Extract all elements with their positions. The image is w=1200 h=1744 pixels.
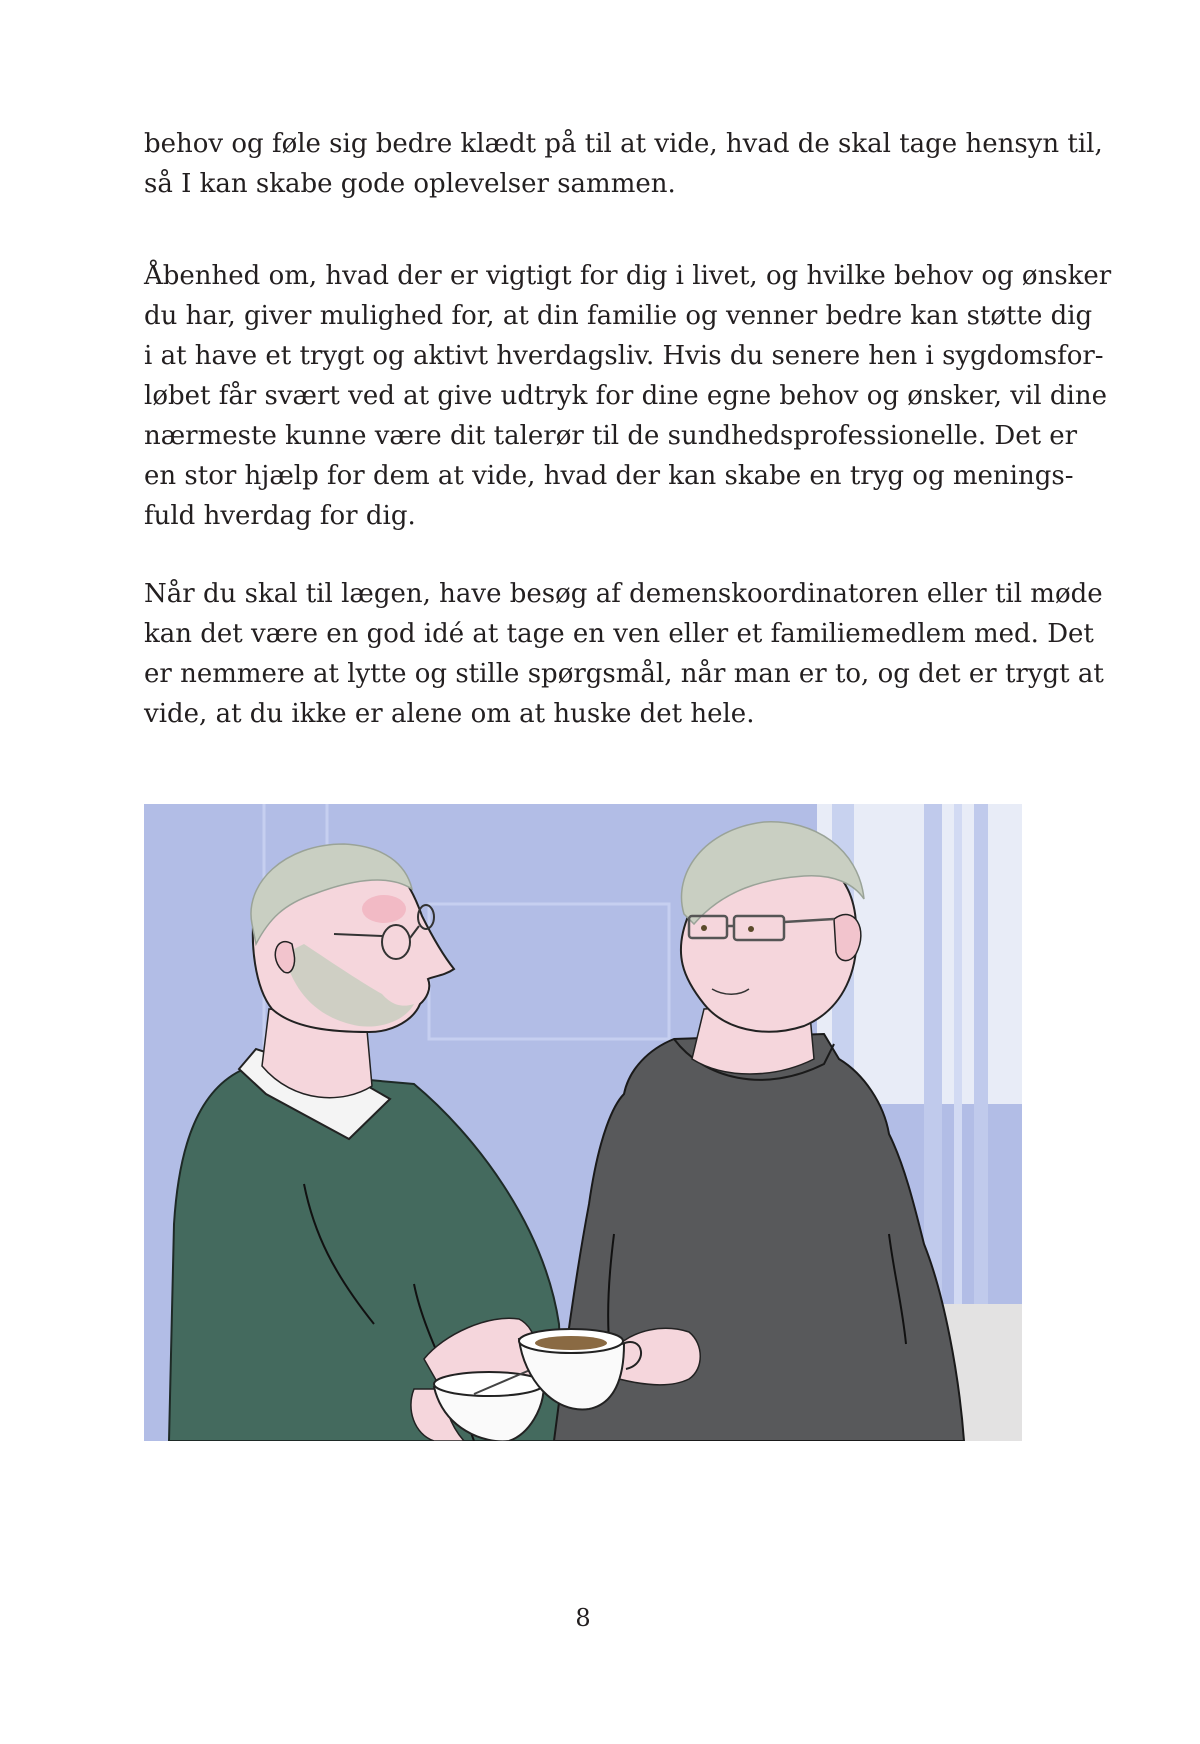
paragraph-1 <box>144 124 1103 204</box>
paragraph-line: så I kan skabe gode oplevelser sammen. <box>144 169 676 199</box>
page-number: 8 <box>575 1604 591 1632</box>
paragraph-line: kan det være en god idé at tage en ven eller et familiemedlem med. Det <box>144 619 1094 649</box>
paragraph-line: vide, at du ikke er alene om at huske det hele. <box>144 699 755 729</box>
paragraph-line: Når du skal til lægen, have besøg af demenskoordinatoren eller til møde <box>144 579 1103 609</box>
paragraph-line: en stor hjælp for dem at vide, hvad der kan skabe en tryg og menings- <box>144 461 1074 491</box>
paragraph-line: løbet får svært ved at give udtryk for dine egne behov og ønsker, vil dine <box>144 381 1107 411</box>
paragraph-line: du har, giver mulighed for, at din familie og venner bedre kan støtte dig <box>144 301 1093 331</box>
paragraph-line: fuld hverdag for dig. <box>144 501 416 531</box>
paragraph-line: Åbenhed om, hvad der er vigtigt for dig i livet, og hvilke behov og ønsker <box>144 261 1112 291</box>
paragraph-line: i at have et trygt og aktivt hverdagsliv. Hvis du senere hen i sygdomsfor- <box>144 341 1104 371</box>
paragraph-line: nærmeste kunne være dit talerør til de sundhedsprofessionelle. Det er <box>144 421 1078 451</box>
paragraph-2 <box>144 256 1112 536</box>
paragraph-3 <box>144 574 1104 734</box>
paragraph-line: er nemmere at lytte og stille spørgsmål, når man er to, og det er trygt at <box>144 659 1104 689</box>
paragraph-line: behov og føle sig bedre klædt på til at vide, hvad de skal tage hensyn til, <box>144 129 1103 159</box>
two-men-with-coffee-illustration <box>144 804 1022 1441</box>
